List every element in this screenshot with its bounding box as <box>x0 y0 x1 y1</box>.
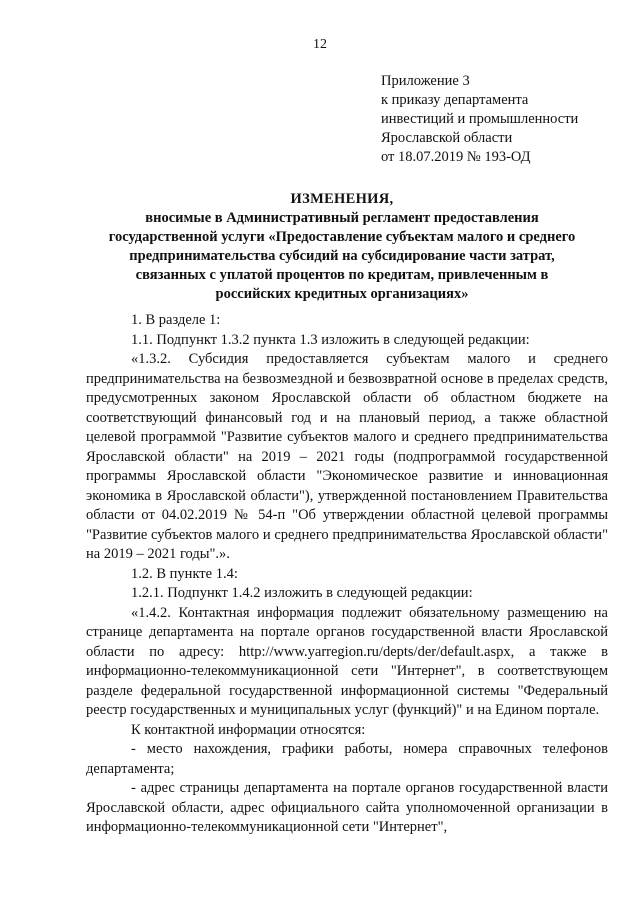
title-line: государственной услуги «Предоставление субъектам малого и среднего <box>108 229 576 245</box>
title-line: вносимые в Административный регламент предоставления <box>145 210 539 226</box>
paragraph: К контактной информации относятся: <box>131 721 366 738</box>
paragraph: «1.3.2. Субсидия предоставляется субъектам малого и среднего предпринимательства на безвозмездной и безвозвратной основе в пределах средств, предусмотренных законом Ярославской области об областном бюджете на соответствующий финансовый год и на плановый период, а также областной целевой программой "Развитие субъектов малого и среднего предпринимательства Ярославской области" на 2019 – 2021 годы (подпрограммой государственной программы Ярославской области "Экономическое развитие и инновационная экономика в Ярославской области"), утвержденной постановлением Правительства области от 04.02.2019 № 54-п "Об утверждении областной целевой программы "Развитие субъектов малого и среднего предпринимательства Ярославской области" на 2019 – 2021 годы".». <box>86 351 608 562</box>
paragraph: 1.2. В пункте 1.4: <box>131 565 238 582</box>
title-main: ИЗМЕНЕНИЯ, <box>290 191 394 207</box>
document-title <box>86 190 598 304</box>
appendix-line: Ярославской области <box>381 130 513 146</box>
appendix-line: инвестиций и промышленности <box>381 111 579 127</box>
appendix-line: к приказу департамента <box>381 92 529 108</box>
appendix-line: от 18.07.2019 № 193-ОД <box>381 149 531 165</box>
paragraph: 1. В разделе 1: <box>131 312 221 328</box>
paragraph: - место нахождения, графики работы, номера справочных телефонов департамента; <box>86 741 608 777</box>
title-line: российских кредитных организациях» <box>215 286 469 302</box>
paragraph: - адрес страницы департамента на портале органов государственной власти Ярославской области, адрес официального сайта уполномоченной организации в информационно-телекоммуникационной сети "Интернет", <box>86 780 608 835</box>
paragraph: 1.2.1. Подпункт 1.4.2 изложить в следующей редакции: <box>131 585 473 601</box>
paragraph: «1.4.2. Контактная информация подлежит обязательному размещению на странице департамента на портале органов государственной власти Ярославской области по адресу: http://www.yarregion.ru/depts/der/default.aspx, а также в информационно-телекоммуникационной сети "Интернет", в соответствующем разделе федеральной государственной информационной системы "Федеральный реестр государственных и муниципальных услуг (функций)" и на Едином портале. <box>86 604 608 718</box>
title-line: предпринимательства субсидий на субсидирование части затрат, <box>129 248 555 264</box>
title-line: связанных с уплатой процентов по кредитам, привлеченным в <box>135 267 549 283</box>
appendix-line: Приложение 3 <box>381 73 470 89</box>
document-body <box>86 311 608 838</box>
page-number: 12 <box>313 37 327 52</box>
appendix-header <box>381 72 578 167</box>
paragraph: 1.1. Подпункт 1.3.2 пункта 1.3 изложить в следующей редакции: <box>131 331 530 348</box>
